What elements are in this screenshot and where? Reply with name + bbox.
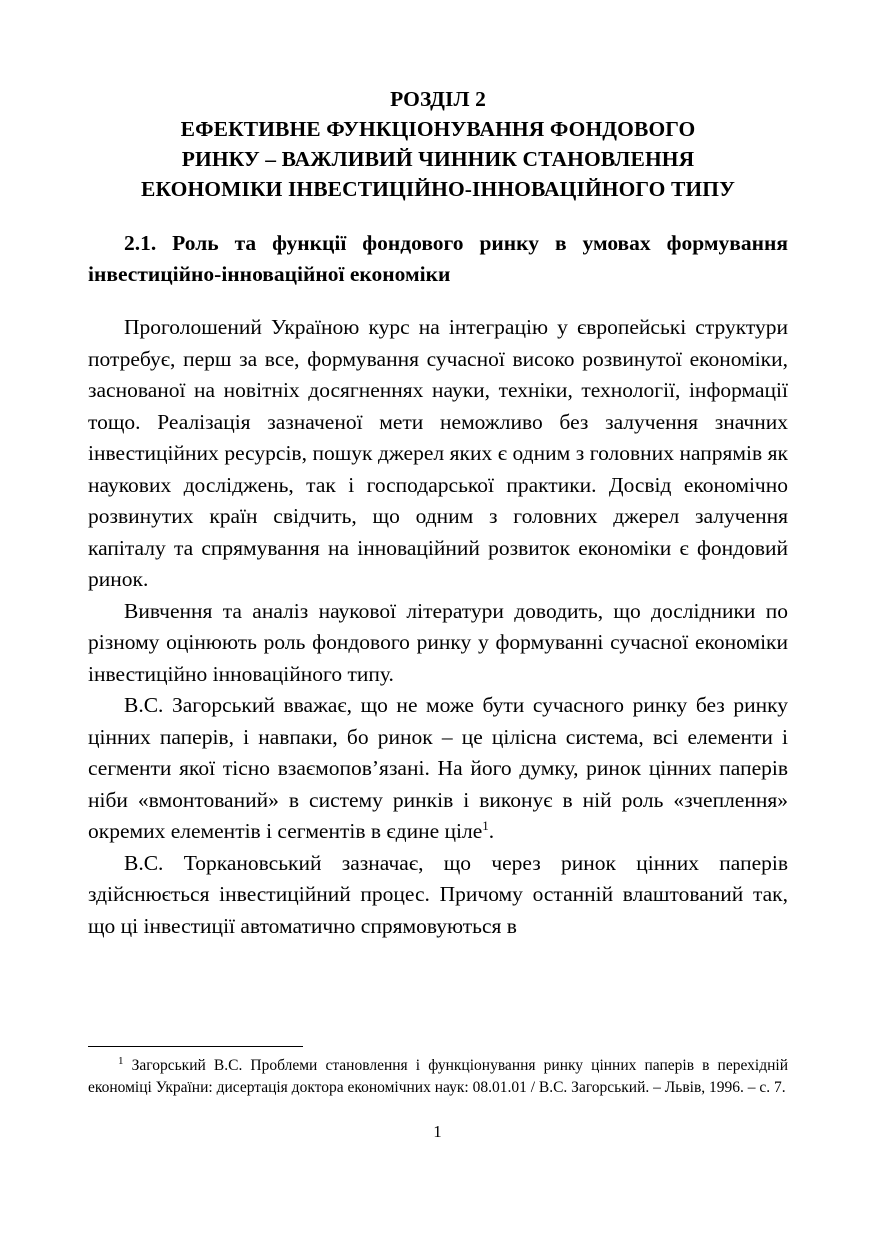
paragraph-1: Проголошений Україною курс на інтеграцію у європейські структури потребує, перш за все, формування сучасної високо розвинутої економіки, заснованої на новітніх досягненнях науки, техніки, технології, інформації тощо. Реалізація зазначеної мети неможливо без залучення значних інвестиційних ресурсів, пошук джерел яких є одним з головних напрямів як наукових досліджень, так і господарської практики. Досвід економічно розвинутих країн свідчить, що одним з головних джерел залучення капіталу та спрямування на інноваційний розвиток економіки є фондовий ринок. [88, 315, 788, 591]
footnote-reference: 1 [482, 817, 489, 833]
footnote-body: Загорський В.С. Проблеми становлення і функціонування ринку цінних паперів в перехідній економіці України: дисертація доктора економічних наук: 08.01.01 / В.С. Загорський. – Львів, 1996. – с. 7. [88, 1057, 788, 1096]
footnote-number: 1 [118, 1054, 124, 1067]
page-content [88, 84, 788, 942]
chapter-title-line-2: РИНКУ – ВАЖЛИВИЙ ЧИННИК СТАНОВЛЕННЯ [181, 147, 695, 171]
chapter-heading [88, 84, 788, 204]
chapter-title-line-1: ЕФЕКТИВНЕ ФУНКЦІОНУВАННЯ ФОНДОВОГО [180, 117, 696, 141]
paragraph-3: В.С. Загорський вважає, що не може бути сучасного ринку без ринку цінних паперів, і навпаки, бо ринок – це цілісна система, всі елементи і сегменти якої тісно взаємопов’язані. На його думку, ринок цінних паперів ніби «вмонтований» в систему ринків і виконує в ній роль «зчеплення» окремих елементів і сегментів в єдине ціле$^1$. [88, 693, 788, 843]
chapter-label: РОЗДІЛ 2 [390, 87, 486, 111]
paragraph-2: Вивчення та аналіз наукової літератури доводить, що дослідники по різному оцінюють роль фондового ринку у формуванні сучасної економіки інвестиційно інноваційного типу. [88, 598, 788, 686]
footnote-entry [88, 1055, 788, 1099]
footnote-separator [88, 1046, 303, 1047]
footnote-area [88, 1046, 788, 1099]
chapter-title-line-3: ЕКОНОМІКИ ІНВЕСТИЦІЙНО-ІННОВАЦІЙНОГО ТИПУ [141, 177, 735, 201]
page-number: 1 [433, 1122, 442, 1141]
section-title: 2.1. Роль та функції фондового ринку в умовах формування інвестиційно-інноваційної економіки [88, 231, 788, 286]
paragraph-4: В.С. Торкановський зазначає, що через ринок цінних паперів здійснюється інвестиційний процес. Причому останній влаштований так, що ці інвестиції автоматично спрямовуються в [88, 850, 788, 938]
paragraph-3-text: В.С. Загорський вважає, що не може бути сучасного ринку без ринку цінних паперів, і навпаки, бо ринок – це цілісна система, всі елементи і сегменти якої тісно взаємопов’язані. На його думку, ринок цінних паперів ніби «вмонтований» в систему ринків і виконує в ній роль «зчеплення» окремих елементів і сегментів в єдине ціле [88, 693, 788, 843]
body-text [88, 312, 788, 942]
